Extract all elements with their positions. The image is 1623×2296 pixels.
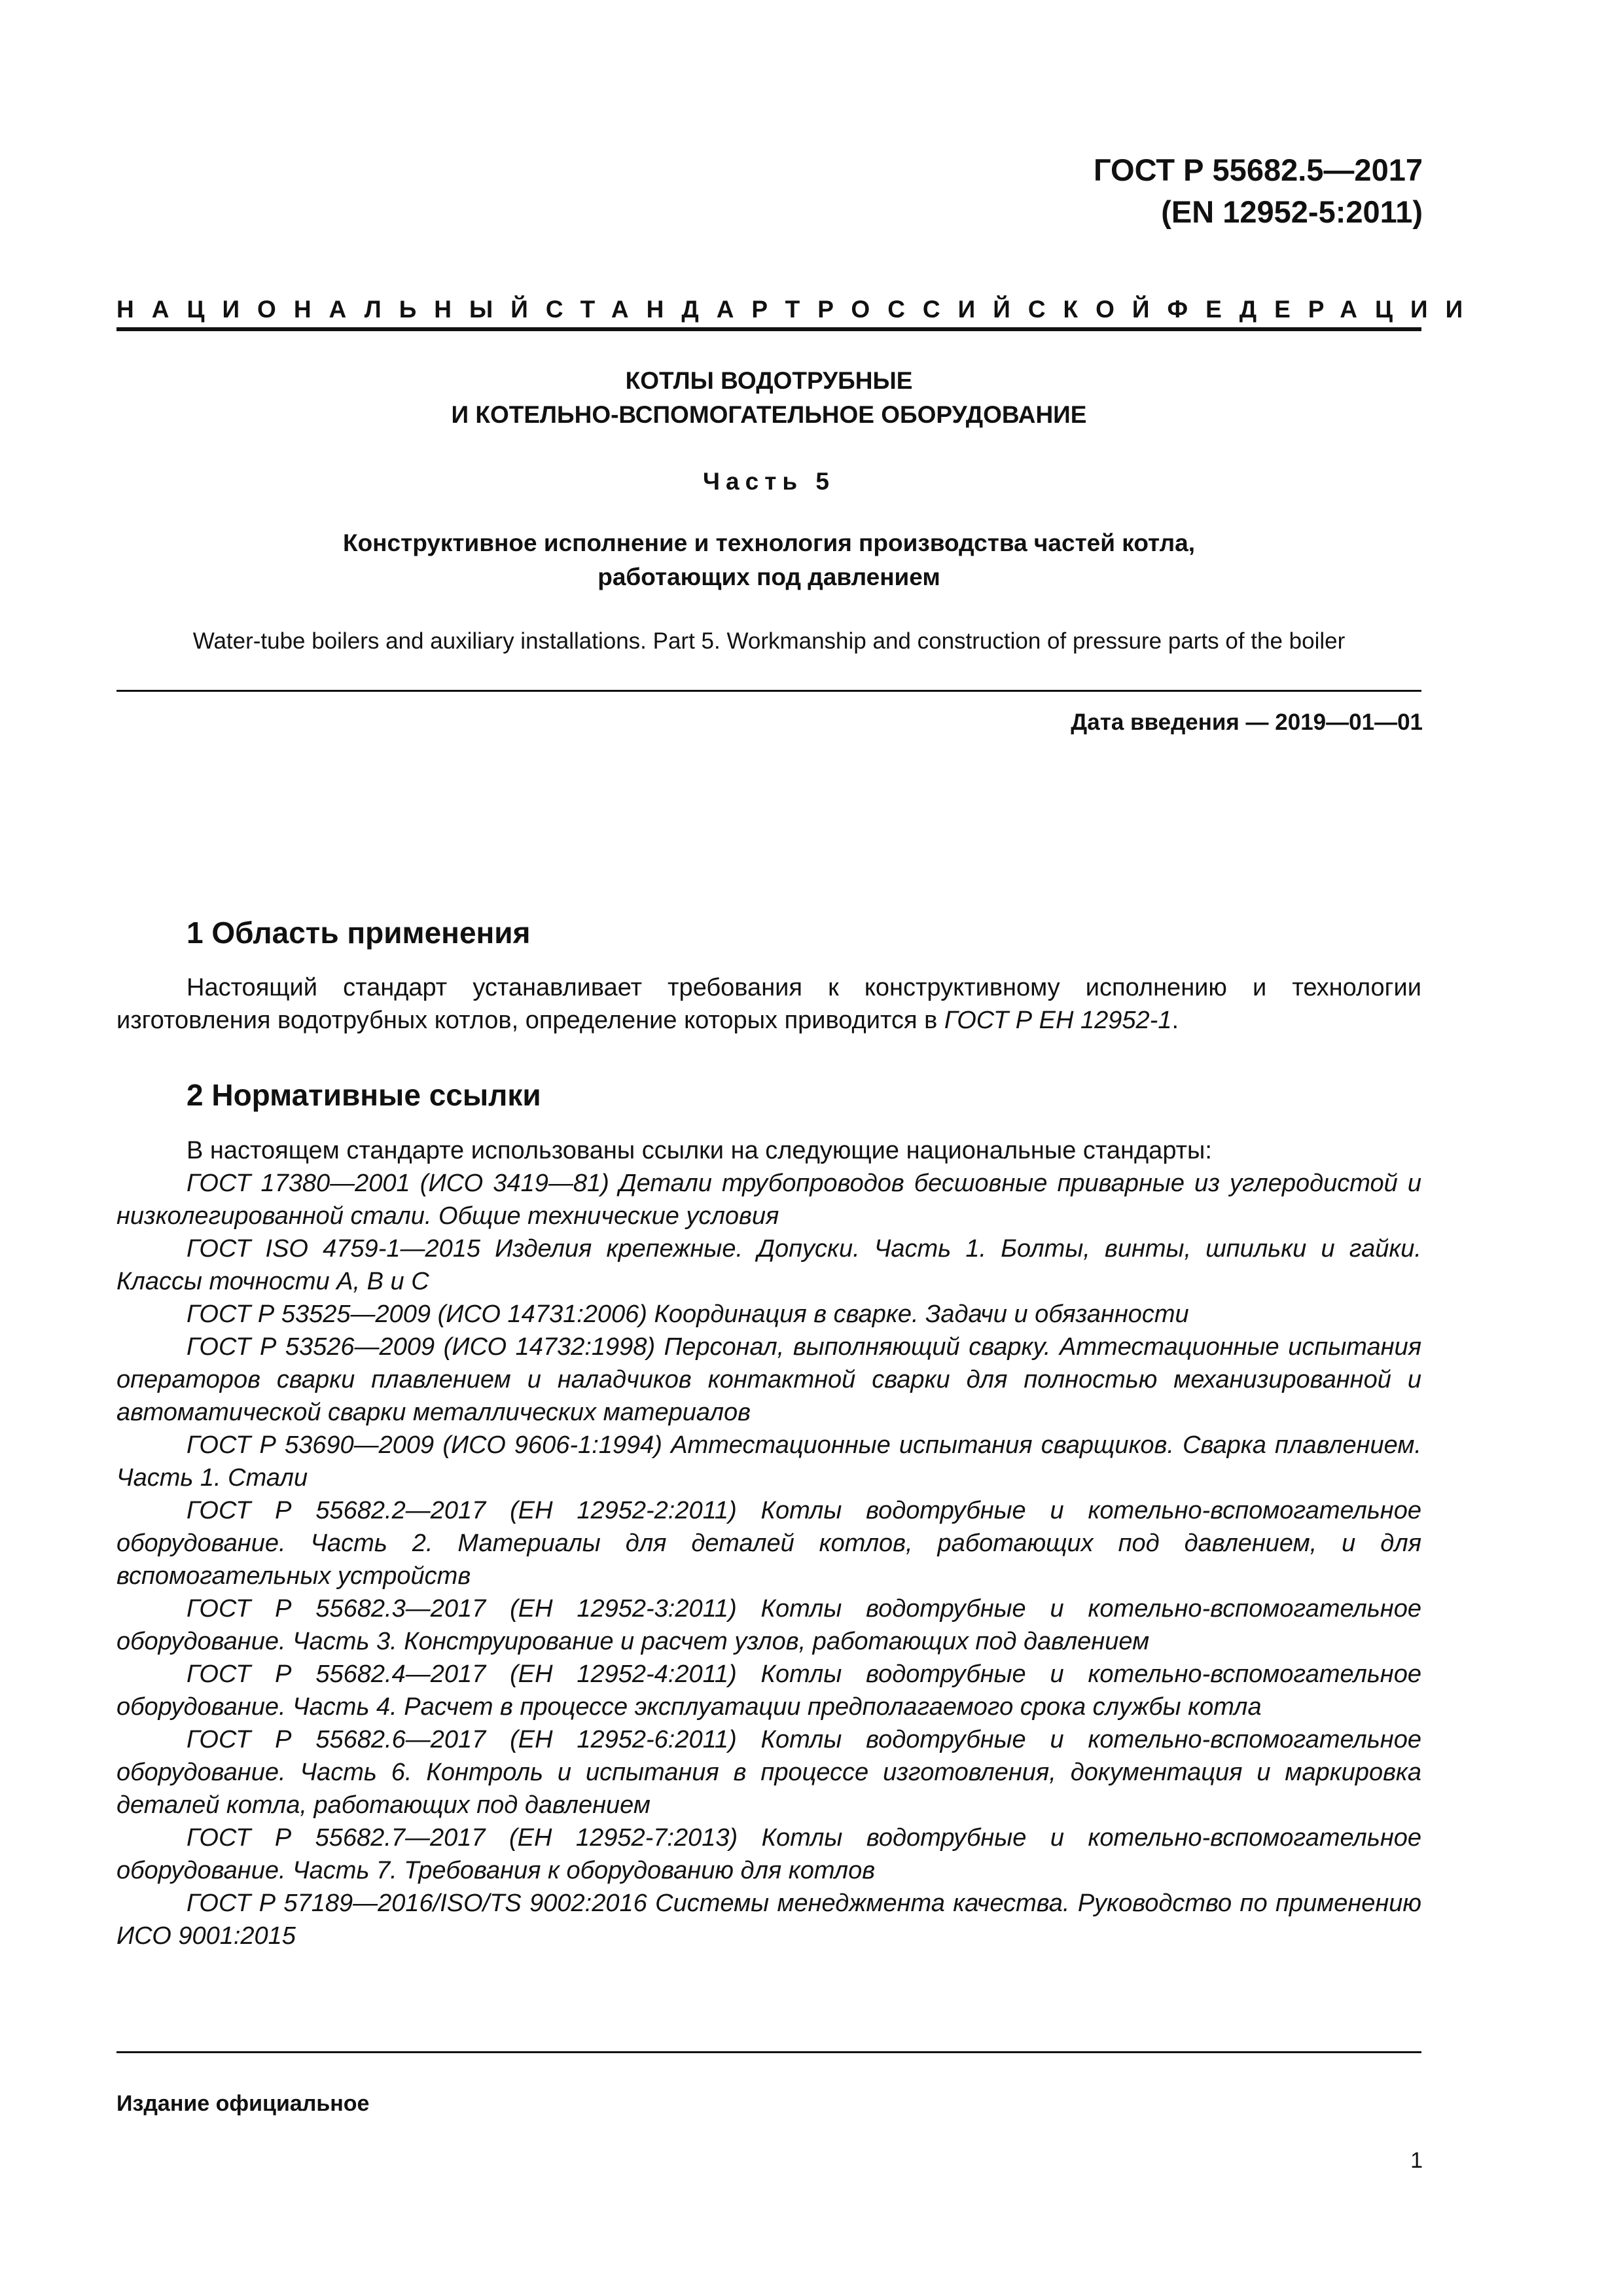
doc-equivalent: (EN 12952-5:2011) xyxy=(1161,194,1423,229)
reference-item: ГОСТ 17380—2001 (ИСО 3419—81) Детали трубопроводов бесшовные приварные из углеродистой и низколегированной стали. Общие технические условия xyxy=(116,1170,1421,1230)
reference-item: ГОСТ Р 55682.3—2017 (ЕН 12952-3:2011) Котлы водотрубные и котельно-вспомогательное оборудование. Часть 3. Конструирование и расчет узлов, работающих под давлением xyxy=(116,1595,1421,1655)
footer-rule xyxy=(116,2051,1421,2053)
document-designation xyxy=(1094,149,1423,233)
reference-item: ГОСТ Р 55682.2—2017 (ЕН 12952-2:2011) Котлы водотрубные и котельно-вспомогательное оборудование. Часть 2. Материалы для деталей котлов, работающих под давлением, и для вспомогательных устройств xyxy=(116,1497,1421,1590)
page-number: 1 xyxy=(1410,2148,1423,2173)
section-2-title: 2 Нормативные ссылки xyxy=(187,1078,541,1112)
title-rule xyxy=(116,690,1421,692)
reference-item: ГОСТ ISO 4759-1—2015 Изделия крепежные. Допуски. Часть 1. Болты, винты, шпильки и гайки. Классы точности А, В и С xyxy=(116,1235,1421,1295)
banner-word: ФЕДЕРАЦИИ xyxy=(1167,296,1481,323)
national-standard-banner xyxy=(116,293,1481,326)
english-title: Water-tube boilers and auxiliary installations. Part 5. Workmanship and construction of pressure parts of the boiler xyxy=(192,628,1346,654)
reference-item: ГОСТ Р 57189—2016/ISO/TS 9002:2016 Системы менеджмента качества. Руководство по применению ИСО 9001:2015 xyxy=(116,1890,1421,1950)
title-line-1: КОТЛЫ ВОДОТРУБНЫЕ xyxy=(625,367,913,394)
reference-item: ГОСТ Р 55682.7—2017 (ЕН 12952-7:2013) Котлы водотрубные и котельно-вспомогательное оборудование. Часть 7. Требования к оборудованию для котлов xyxy=(116,1824,1421,1884)
banner-word: РОССИЙСКОЙ xyxy=(817,296,1168,323)
title-line-2: И КОТЕЛЬНО-ВСПОМОГАТЕЛЬНОЕ ОБОРУДОВАНИЕ xyxy=(451,401,1087,428)
section-1-body xyxy=(116,971,1421,1037)
edition-label: Издание официальное xyxy=(116,2091,370,2116)
introduction-date: Дата введения — 2019—01—01 xyxy=(1071,709,1423,735)
banner-rule xyxy=(116,327,1421,331)
section-1-title: 1 Область применения xyxy=(187,916,531,950)
reference-item: ГОСТ Р 55682.6—2017 (ЕН 12952-6:2011) Котлы водотрубные и котельно-вспомогательное оборудование. Часть 6. Контроль и испытания в процессе изготовления, документация и маркировка деталей котла, работающих под давлением xyxy=(116,1726,1421,1819)
banner-word: СТАНДАРТ xyxy=(545,296,818,323)
subtitle-line-2: работающих под давлением xyxy=(597,564,940,590)
section-2-body xyxy=(116,1134,1421,1952)
reference-item: ГОСТ Р 53526—2009 (ИСО 14732:1998) Персонал, выполняющий сварку. Аттестационные испытания операторов сварки плавлением и наладчиков контактной сварки для полностью механизированной и автоматической сварки металлических материалов xyxy=(116,1333,1421,1426)
title-block xyxy=(116,364,1421,594)
part-label: Часть 5 xyxy=(703,468,835,495)
reference-item: ГОСТ Р 53690—2009 (ИСО 9606-1:1994) Аттестационные испытания сварщиков. Сварка плавлением. Часть 1. Стали xyxy=(116,1431,1421,1492)
banner-word: НАЦИОНАЛЬНЫЙ xyxy=(116,296,546,323)
subtitle-line-1: Конструктивное исполнение и технология производства частей котла, xyxy=(342,529,1195,556)
reference-link-text: ГОСТ Р ЕН 12952-1 xyxy=(944,1007,1172,1034)
section-1-paragraph: Настоящий стандарт устанавливает требования к конструктивному исполнению и технологии изготовления водотрубных котлов, определение которых приводится в ГОСТ Р ЕН 12952-1. xyxy=(116,974,1421,1034)
section-2-intro: В настоящем стандарте использованы ссылки на следующие национальные стандарты: xyxy=(187,1137,1212,1164)
reference-item: ГОСТ Р 55682.4—2017 (ЕН 12952-4:2011) Котлы водотрубные и котельно-вспомогательное оборудование. Часть 4. Расчет в процессе эксплуатации предполагаемого срока службы котла xyxy=(116,1660,1421,1721)
reference-item: ГОСТ Р 53525—2009 (ИСО 14731:2006) Координация в сварке. Задачи и обязанности xyxy=(187,1300,1189,1328)
doc-number: ГОСТ Р 55682.5—2017 xyxy=(1094,152,1423,187)
